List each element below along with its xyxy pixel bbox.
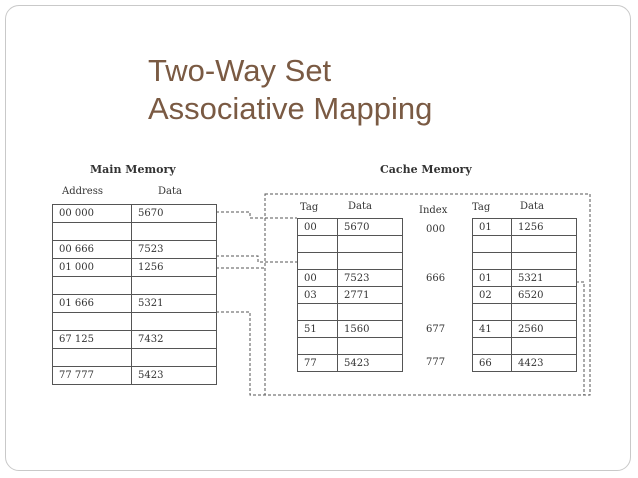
cache-way2-data-cell: 5321 <box>512 270 577 287</box>
cache-way2-row <box>473 236 577 253</box>
main-memory-row <box>53 313 217 331</box>
cache-way2-data-cell: 6520 <box>512 287 577 304</box>
main-memory-row <box>53 205 217 223</box>
main-memory-address-cell: 77 777 <box>53 367 132 385</box>
cache-way2-data-header: Data <box>520 201 544 212</box>
cache-way1-data-cell <box>338 253 403 270</box>
cache-way2-data-cell <box>512 253 577 270</box>
cache-way2-tag-cell: 01 <box>473 270 512 287</box>
main-memory-row <box>53 295 217 313</box>
cache-way2-row <box>473 321 577 338</box>
main-memory-row <box>53 223 217 241</box>
cache-way2-tag-cell <box>473 338 512 355</box>
cache-way1-row <box>298 321 403 338</box>
cache-way1-data-header: Data <box>348 201 372 212</box>
cache-way2-tag-cell <box>473 253 512 270</box>
cache-index-1: 666 <box>426 273 446 284</box>
cache-way2-row <box>473 287 577 304</box>
main-memory-row <box>53 367 217 385</box>
cache-way2-row <box>473 253 577 270</box>
main-memory-address-cell <box>53 223 132 241</box>
main-memory-row <box>53 259 217 277</box>
cache-way1-data-cell: 5423 <box>338 355 403 372</box>
main-memory-data-cell: 5670 <box>132 205 217 223</box>
main-memory-row <box>53 349 217 367</box>
cache-way1-tag-cell: 51 <box>298 321 338 338</box>
cache-way1-row <box>298 236 403 253</box>
cache-way1-tag-header: Tag <box>300 202 319 213</box>
main-memory-address-cell: 00 666 <box>53 241 132 259</box>
cache-index-2: 677 <box>426 324 446 335</box>
cache-way1-data-cell: 7523 <box>338 270 403 287</box>
cache-way1-row <box>298 338 403 355</box>
main-memory-data-cell: 5321 <box>132 295 217 313</box>
cache-way2-data-cell <box>512 338 577 355</box>
main-memory-row <box>53 241 217 259</box>
main-memory-address-cell <box>53 277 132 295</box>
cache-way1-data-cell: 2771 <box>338 287 403 304</box>
cache-way2-row <box>473 270 577 287</box>
cache-way1-tag-cell: 03 <box>298 287 338 304</box>
main-memory-data-cell <box>132 349 217 367</box>
cache-way1-row <box>298 253 403 270</box>
cache-way1-row <box>298 219 403 236</box>
cache-way2-tag-cell <box>473 304 512 321</box>
main-memory-table <box>52 204 217 385</box>
cache-way1-tag-cell <box>298 253 338 270</box>
main-memory-address-cell: 01 000 <box>53 259 132 277</box>
slide-title <box>148 52 508 128</box>
main-memory-data-cell: 1256 <box>132 259 217 277</box>
cache-way2-data-cell: 1256 <box>512 219 577 236</box>
main-memory-data-cell: 7432 <box>132 331 217 349</box>
cache-way1-data-cell: 5670 <box>338 219 403 236</box>
cache-way1-tag-cell <box>298 236 338 253</box>
cache-way2-tag-cell: 02 <box>473 287 512 304</box>
cache-way1-data-cell <box>338 236 403 253</box>
cache-way1-tag-cell <box>298 338 338 355</box>
main-memory-address-cell <box>53 313 132 331</box>
cache-way2-data-cell <box>512 236 577 253</box>
cache-way2-tag-cell <box>473 236 512 253</box>
cache-way1-tag-cell: 00 <box>298 270 338 287</box>
main-memory-data-cell <box>132 277 217 295</box>
cache-way2-tag-cell: 01 <box>473 219 512 236</box>
main-memory-address-header: Address <box>62 186 103 197</box>
main-memory-heading: Main Memory <box>90 163 176 176</box>
cache-way1-data-cell <box>338 338 403 355</box>
cache-way2-data-cell: 2560 <box>512 321 577 338</box>
title-line-2: Associative Mapping <box>148 91 433 126</box>
main-memory-data-header: Data <box>158 186 182 197</box>
main-memory-address-cell: 67 125 <box>53 331 132 349</box>
main-memory-data-cell: 5423 <box>132 367 217 385</box>
cache-way2-tag-cell: 66 <box>473 355 512 372</box>
cache-way1-data-cell <box>338 304 403 321</box>
cache-way2-row <box>473 338 577 355</box>
cache-way2-table <box>472 218 577 372</box>
cache-index-header: Index <box>419 205 448 216</box>
cache-way1-row <box>298 304 403 321</box>
cache-way2-tag-header: Tag <box>472 202 491 213</box>
cache-way2-tag-cell: 41 <box>473 321 512 338</box>
cache-way2-data-cell <box>512 304 577 321</box>
cache-way1-row <box>298 355 403 372</box>
main-memory-row <box>53 331 217 349</box>
cache-index-3: 777 <box>426 357 446 368</box>
main-memory-address-cell: 01 666 <box>53 295 132 313</box>
cache-way2-row <box>473 219 577 236</box>
cache-way1-tag-cell: 00 <box>298 219 338 236</box>
main-memory-data-cell <box>132 223 217 241</box>
main-memory-address-cell <box>53 349 132 367</box>
main-memory-data-cell: 7523 <box>132 241 217 259</box>
main-memory-row <box>53 277 217 295</box>
cache-memory-heading: Cache Memory <box>380 163 472 176</box>
cache-way1-data-cell: 1560 <box>338 321 403 338</box>
cache-way1-row <box>298 270 403 287</box>
cache-way1-row <box>298 287 403 304</box>
cache-way2-data-cell: 4423 <box>512 355 577 372</box>
cache-way1-tag-cell <box>298 304 338 321</box>
cache-way1-table <box>297 218 403 372</box>
cache-way2-row <box>473 355 577 372</box>
cache-way2-row <box>473 304 577 321</box>
main-memory-address-cell: 00 000 <box>53 205 132 223</box>
title-line-1: Two-Way Set <box>148 53 332 88</box>
cache-way1-tag-cell: 77 <box>298 355 338 372</box>
cache-index-0: 000 <box>426 224 446 235</box>
main-memory-data-cell <box>132 313 217 331</box>
